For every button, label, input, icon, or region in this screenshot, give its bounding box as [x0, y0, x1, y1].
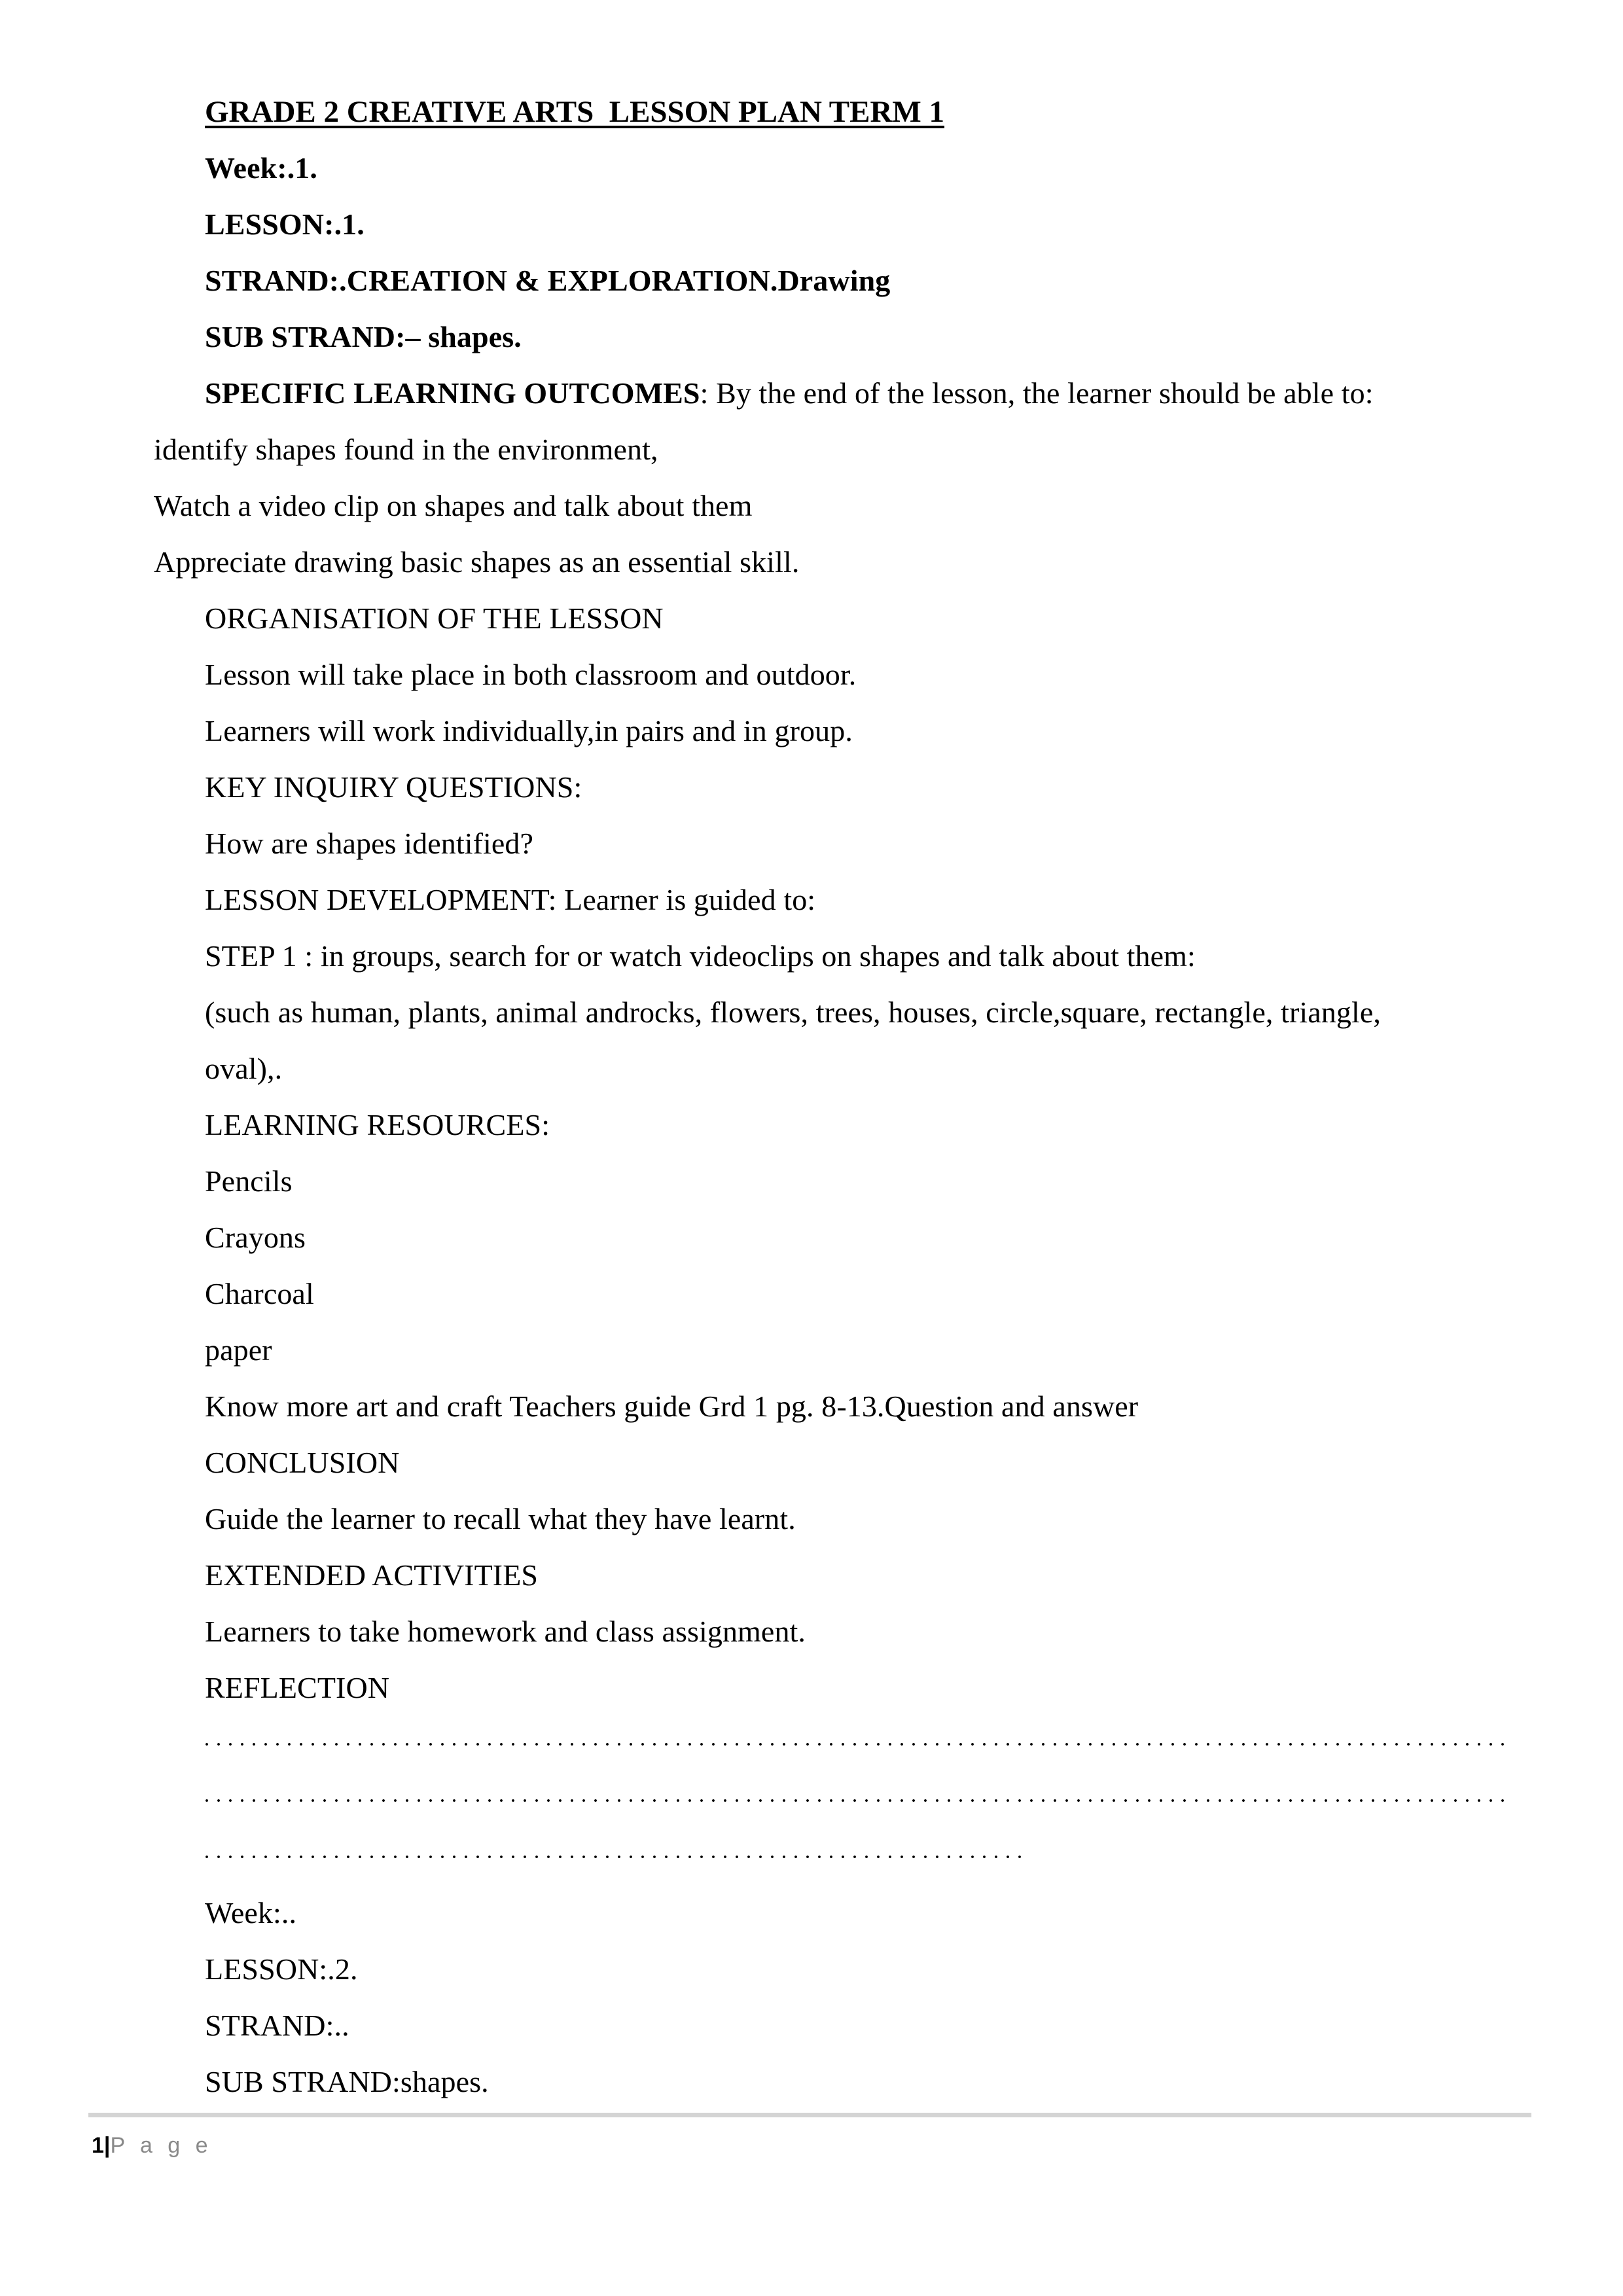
learning-resource-item: Know more art and craft Teachers guide Grd 1 pg. 8-13.Question and answer — [205, 1390, 1139, 1423]
lesson-line — [154, 196, 1518, 253]
lesson-development-step: STEP 1 : in groups, search for or watch videoclips on shapes and talk about them: — [205, 939, 1196, 973]
strand-label: STRAND: — [205, 264, 340, 297]
learning-outcomes-label: SPECIFIC LEARNING OUTCOMES — [205, 376, 700, 410]
sub-strand-label-2: SUB STRAND: — [205, 2065, 401, 2098]
week-label-2: Week: — [205, 1896, 281, 1929]
learning-outcome-item: identify shapes found in the environment, — [154, 433, 658, 466]
dotted-rule — [205, 1846, 1026, 1868]
reflection-blank-line — [154, 1829, 1518, 1885]
footer-page-label: P a g e — [110, 2133, 213, 2158]
organisation-heading: ORGANISATION OF THE LESSON — [205, 601, 664, 635]
conclusion-item: Guide the learner to recall what they have learnt. — [205, 1502, 796, 1535]
week-line-2 — [154, 1885, 1518, 1941]
strand-value: .CREATION & EXPLORATION.Drawing — [339, 264, 891, 297]
footer-page-number: 1 — [92, 2133, 104, 2158]
dotted-rule — [205, 1789, 1510, 1812]
learning-outcomes-line — [154, 365, 1518, 422]
week-value: .1. — [287, 151, 318, 185]
document-body — [154, 84, 1518, 2110]
learning-resource-item: Crayons — [205, 1221, 306, 1254]
week-line — [154, 140, 1518, 196]
page-footer — [92, 2131, 213, 2160]
lesson-development-examples-cont: oval),. — [205, 1052, 283, 1085]
strand-value-2: .. — [334, 2009, 349, 2042]
conclusion-heading: CONCLUSION — [205, 1446, 400, 1479]
sub-strand-value: – shapes. — [405, 320, 522, 353]
footer-divider — [88, 2113, 1531, 2117]
sub-strand-line — [154, 309, 1518, 365]
extended-activities-heading: EXTENDED ACTIVITIES — [205, 1558, 539, 1592]
week-value-2: .. — [281, 1896, 297, 1929]
strand-line — [154, 253, 1518, 309]
learning-outcomes-value: : By the end of the lesson, the learner should be able to: — [700, 376, 1374, 410]
page-title — [154, 84, 1518, 140]
learning-resource-item: Charcoal — [205, 1277, 314, 1310]
learning-resource-item: paper — [205, 1333, 272, 1367]
organisation-item: Lesson will take place in both classroom and outdoor. — [205, 658, 857, 691]
sub-strand-value-2: shapes. — [400, 2065, 489, 2098]
sub-strand-label: SUB STRAND: — [205, 320, 406, 353]
strand-line-2 — [154, 1998, 1518, 2054]
week-label: Week: — [205, 151, 287, 185]
lesson-label-2: LESSON: — [205, 1952, 328, 1986]
lesson-label: LESSON: — [205, 207, 334, 241]
lesson-value: .1. — [334, 207, 365, 241]
lesson-development-examples: (such as human, plants, animal androcks, flowers, trees, houses, circle,square, rectangle, triangle, — [205, 996, 1381, 1029]
key-inquiry-heading: KEY INQUIRY QUESTIONS: — [205, 770, 582, 804]
learning-resources-heading: LEARNING RESOURCES: — [205, 1108, 550, 1141]
dotted-rule — [205, 1733, 1510, 1755]
reflection-blank-line — [154, 1772, 1518, 1829]
lesson-value-2: .2. — [327, 1952, 358, 1986]
organisation-item: Learners will work individually,in pairs and in group. — [205, 714, 853, 747]
lesson-line-2 — [154, 1941, 1518, 1998]
strand-label-2: STRAND: — [205, 2009, 334, 2042]
sub-strand-line-2 — [154, 2054, 1518, 2110]
learning-resource-item: Pencils — [205, 1164, 293, 1198]
reflection-blank-line — [154, 1716, 1518, 1772]
page-title-text: GRADE 2 CREATIVE ARTS LESSON PLAN TERM 1 — [205, 95, 945, 129]
learning-outcome-item: Watch a video clip on shapes and talk about them — [154, 489, 753, 522]
learning-outcome-item: Appreciate drawing basic shapes as an essential skill. — [154, 545, 800, 579]
footer-separator: | — [103, 2133, 111, 2158]
lesson-development-heading: LESSON DEVELOPMENT: Learner is guided to: — [205, 883, 816, 916]
extended-activities-item: Learners to take homework and class assignment. — [205, 1615, 806, 1648]
key-inquiry-item: How are shapes identified? — [205, 827, 534, 860]
reflection-heading: REFLECTION — [205, 1671, 390, 1704]
